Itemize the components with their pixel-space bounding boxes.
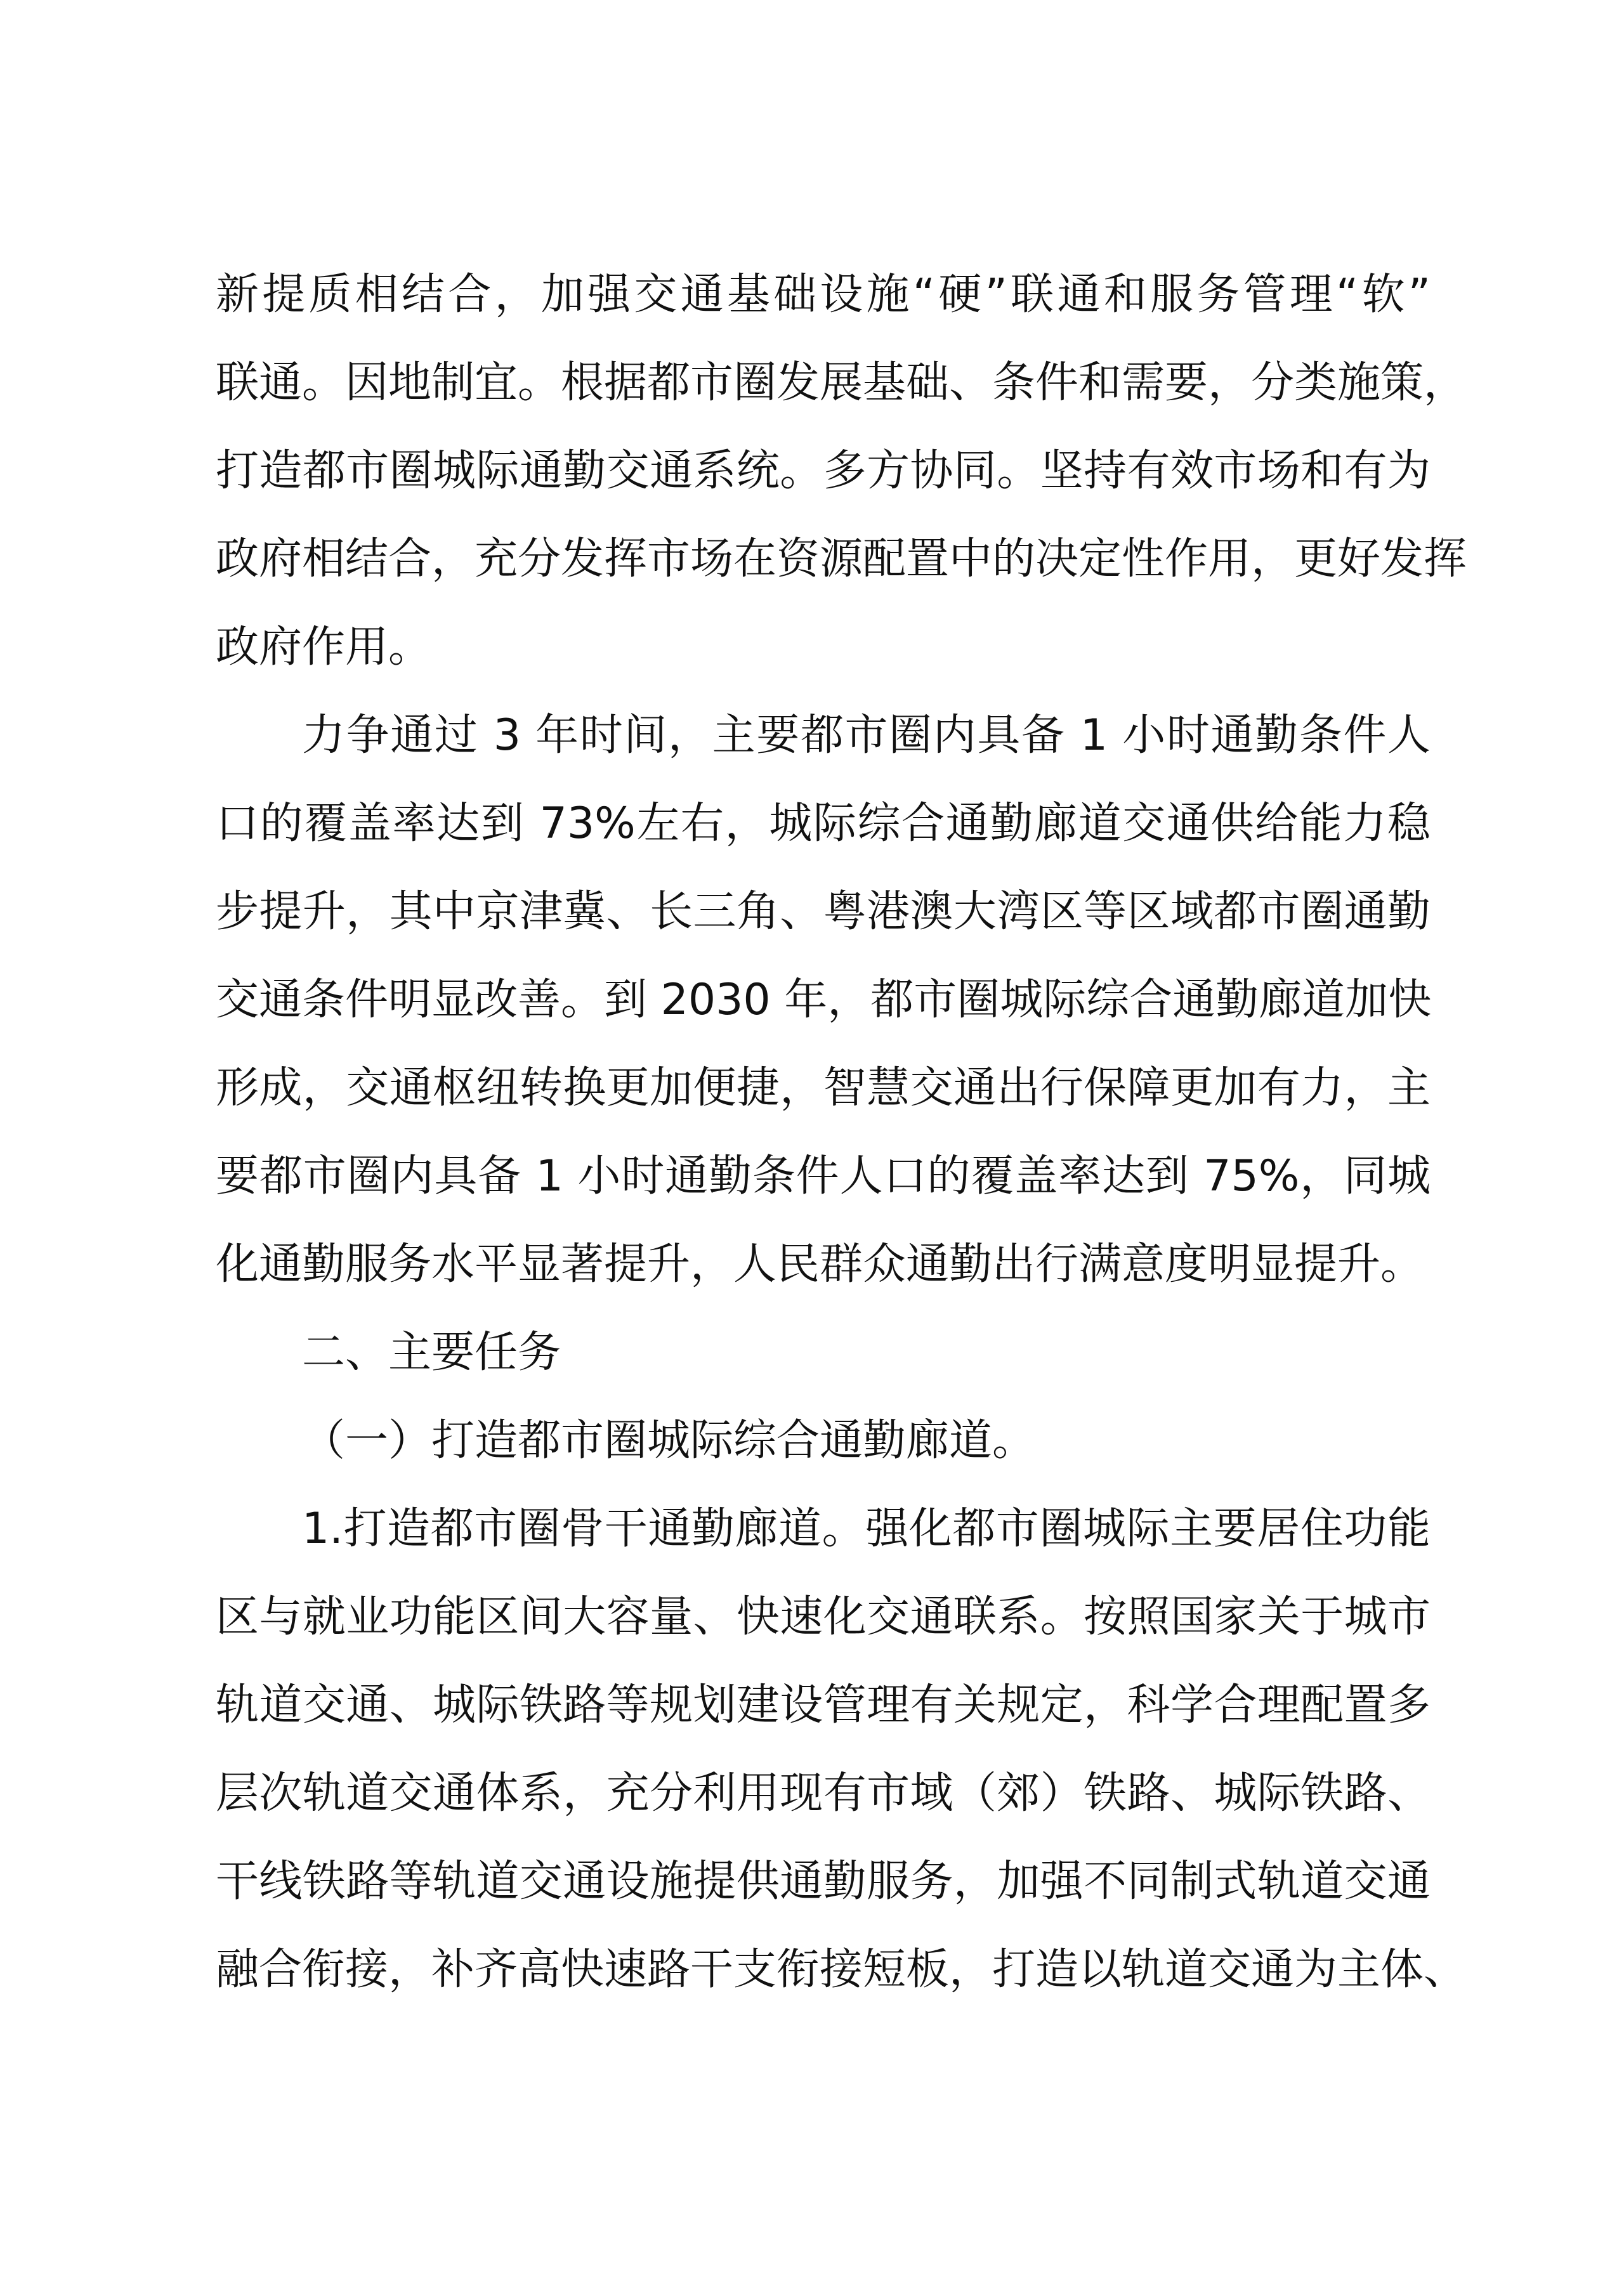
text-line: 融合衔接，补齐高快速路干支衔接短板，打造以轨道交通为主体、 — [216, 1945, 1467, 1995]
text-line: 政府作用。 — [216, 622, 432, 672]
text-line: 形成，交通枢纽转换更加便捷，智慧交通出行保障更加有力，主 — [216, 1063, 1431, 1113]
text-line: 联通。因地制宜。根据都市圈发展基础、条件和需要，分类施策， — [216, 358, 1467, 408]
text-line: 轨道交通、城际铁路等规划建设管理有关规定，科学合理配置多 — [216, 1680, 1431, 1730]
text-line: 交通条件明显改善。到 2030 年，都市圈城际综合通勤廊道加快 — [216, 975, 1432, 1025]
text-line: 步提升，其中京津冀、长三角、粤港澳大湾区等区域都市圈通勤 — [216, 887, 1431, 937]
paragraph-first-line: 力争通过 3 年时间，主要都市圈内具备 1 小时通勤条件人 — [302, 710, 1431, 760]
text-line: 口的覆盖率达到 73%左右，城际综合通勤廊道交通供给能力稳 — [216, 799, 1431, 849]
text-line: 区与就业功能区间大容量、快速化交通联系。按照国家关于城市 — [216, 1592, 1431, 1642]
text-line: 层次轨道交通体系，充分利用现有市域（郊）铁路、城际铁路、 — [216, 1768, 1431, 1818]
section-heading: 二、主要任务 — [302, 1327, 561, 1378]
text-line: 打造都市圈城际通勤交通系统。多方协同。坚持有效市场和有为 — [216, 446, 1431, 496]
text-line: 化通勤服务水平显著提升，人民群众通勤出行满意度明显提升。 — [216, 1239, 1424, 1289]
subsection-heading: （一）打造都市圈城际综合通勤廊道。 — [302, 1416, 1036, 1466]
paragraph-first-line: 1.打造都市圈骨干通勤廊道。强化都市圈城际主要居住功能 — [302, 1504, 1431, 1554]
text-line: 新提质相结合，加强交通基础设施“硬”联通和服务管理“软” — [216, 270, 1431, 320]
text-line: 干线铁路等轨道交通设施提供通勤服务，加强不同制式轨道交通 — [216, 1856, 1431, 1907]
text-line: 政府相结合，充分发挥市场在资源配置中的决定性作用，更好发挥 — [216, 534, 1467, 584]
text-line: 要都市圈内具备 1 小时通勤条件人口的覆盖率达到 75%，同城 — [216, 1151, 1431, 1201]
document-body — [216, 251, 1467, 2014]
